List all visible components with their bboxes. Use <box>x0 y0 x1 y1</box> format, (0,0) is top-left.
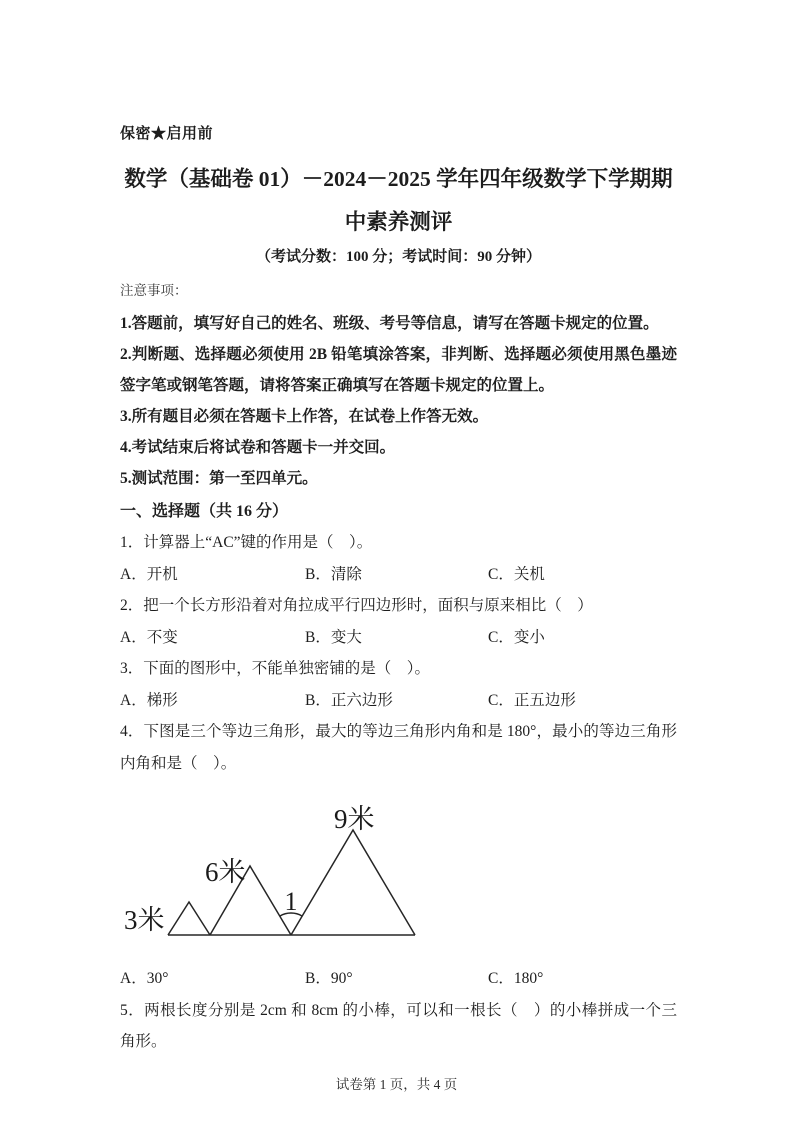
question-2-text: 2．把一个长方形沿着对角拉成平行四边形时，面积与原来相比（ ） <box>120 597 593 614</box>
question-3 <box>120 653 677 716</box>
figure-label-large: 9米 <box>334 804 375 834</box>
question-1-text: 1．计算器上“AC”键的作用是（ ）。 <box>120 534 373 551</box>
question-3-options <box>120 685 677 717</box>
figure-label-angle: 1 <box>284 887 298 916</box>
exam-title-line2: 中素养测评 <box>344 210 453 234</box>
question-4 <box>120 716 677 995</box>
question-3-option-B: B．正六边形 <box>305 691 393 709</box>
question-1 <box>120 527 677 590</box>
notice-list <box>120 308 677 494</box>
question-1-option-A: A．开机 <box>120 565 178 583</box>
triangle-figure <box>120 789 677 949</box>
question-5-text: 5．两根长度分别是 2cm 和 8cm 的小棒，可以和一根长（ ）的小棒拼成一个三角形。 <box>120 1001 677 1050</box>
notice-item-3: 3.所有题目必须在答题卡上作答，在试卷上作答无效。 <box>120 408 489 425</box>
question-3-text: 3．下面的图形中，不能单独密铺的是（ ）。 <box>120 660 431 677</box>
exam-title <box>120 158 677 244</box>
notice-item-2: 2.判断题、选择题必须使用 2B 铅笔填涂答案，非判断、选择题必须使用黑色墨迹签字笔或钢笔答题，请将答案正确填写在答题卡规定的位置上。 <box>120 346 677 394</box>
question-2-option-C: C．变小 <box>488 628 545 646</box>
classification-label: 保密★启用前 <box>120 126 214 142</box>
exam-subtitle: （考试分数：100 分；考试时间：90 分钟） <box>255 249 541 265</box>
question-2-option-A: A．不变 <box>120 628 178 646</box>
question-2-options <box>120 622 677 654</box>
question-4-text: 4．下图是三个等边三角形，最大的等边三角形内角和是 180°，最小的等边三角形内角和是（ ）。 <box>120 723 677 772</box>
large-triangle <box>291 830 415 935</box>
section-heading: 一、选择题（共 16 分） <box>120 503 289 520</box>
question-list <box>120 527 677 1058</box>
question-1-options <box>120 559 677 591</box>
question-5 <box>120 995 677 1058</box>
notice-heading: 注意事项： <box>120 283 188 298</box>
question-3-option-C: C．正五边形 <box>488 691 576 709</box>
figure-label-small: 3米 <box>124 905 165 935</box>
figure-label-medium: 6米 <box>205 857 246 887</box>
question-4-option-A: A．30° <box>120 970 169 987</box>
question-3-option-A: A．梯形 <box>120 691 178 709</box>
question-4-option-C: C．180° <box>488 970 544 987</box>
question-2 <box>120 590 677 653</box>
question-4-options <box>120 963 677 995</box>
question-1-option-C: C．关机 <box>488 565 545 583</box>
notice-item-4: 4.考试结束后将试卷和答题卡一并交回。 <box>120 439 396 456</box>
exam-title-line1: 数学（基础卷 01）－2024－2025 学年四年级数学下学期期 <box>124 167 673 191</box>
notice-item-1: 1.答题前，填写好自己的姓名、班级、考号等信息，请写在答题卡规定的位置。 <box>120 315 659 332</box>
small-triangle <box>168 902 210 935</box>
footer-page-number: 试卷第 1 页，共 4 页 <box>335 1077 458 1092</box>
question-1-option-B: B．清除 <box>305 565 362 583</box>
notice-item-5: 5.测试范围：第一至四单元。 <box>120 470 318 487</box>
triangle-figure-svg <box>120 789 430 949</box>
question-2-option-B: B．变大 <box>305 628 362 646</box>
question-4-option-B: B．90° <box>305 970 353 987</box>
